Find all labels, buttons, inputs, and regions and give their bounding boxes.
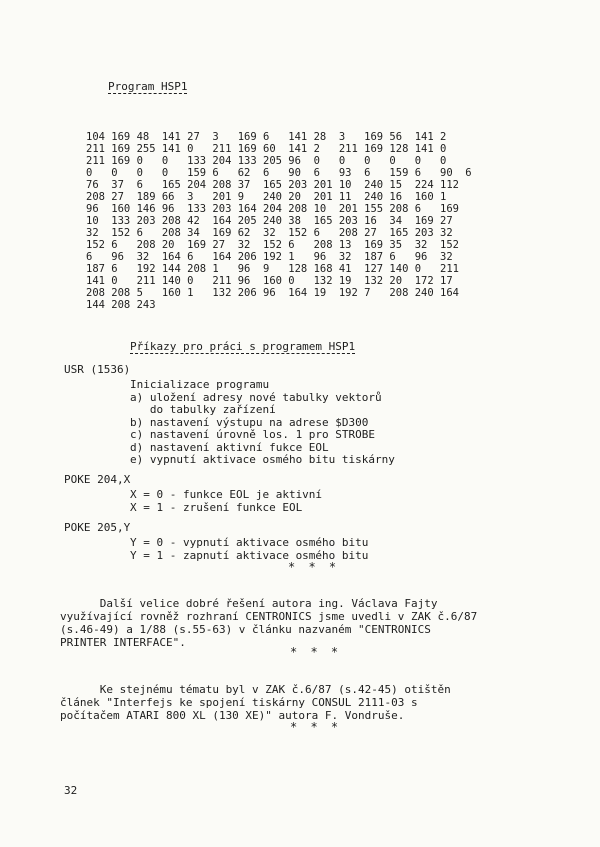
poke204-header: POKE 204,X (64, 473, 131, 486)
number-line: 152 6 208 20 169 27 32 152 6 208 13 169 35 32 152 (86, 239, 459, 251)
number-line: 187 6 192 144 208 1 96 9 128 168 41 127 140 0 211 (86, 263, 459, 275)
poke205-line: Y = 0 - vypnutí aktivace osmého bitu (130, 536, 369, 549)
usr-intro: Inicializace programu (130, 378, 270, 391)
usr-item: b) nastavení výstupu na adrese $D300 (130, 416, 369, 429)
number-line: 208 208 5 160 1 132 206 96 164 19 192 7 208 240 164 (86, 287, 459, 299)
paragraph-line: počítačem ATARI 800 XL (130 XE)" autora F. Vondruše. (60, 709, 405, 722)
poke204-line: X = 0 - funkce EOL je aktivní (130, 488, 323, 501)
paragraph-line: využívající rovněž rozhraní CENTRONICS jsme uvedli v ZAK č.6/87 (60, 610, 478, 623)
paragraph-line: Další velice dobré řešení autora ing. Václava Fajty (60, 597, 438, 610)
number-line: 141 0 211 140 0 211 96 160 0 132 19 132 20 172 17 (86, 275, 453, 287)
usr-item: a) uložení adresy nové tabulky vektorů (130, 391, 382, 404)
number-line: 208 27 189 66 3 201 9 240 20 201 11 240 16 160 1 (86, 191, 447, 203)
number-line: 76 37 6 165 204 208 37 165 203 201 10 240 15 224 112 (86, 179, 459, 191)
number-line: 211 169 255 141 0 211 169 60 141 2 211 169 128 141 0 (86, 143, 447, 155)
page-number: 32 (64, 784, 78, 797)
poke205-line: Y = 1 - zapnutí aktivace osmého bitu (130, 549, 369, 562)
number-line: 211 169 0 0 133 204 133 205 96 0 0 0 0 0 0 (86, 155, 447, 167)
commands-title: Příkazy pro práci s programem HSP1 (130, 340, 356, 353)
separator: * * * (290, 720, 342, 734)
number-line: 144 208 243 (86, 299, 156, 311)
poke204-line: X = 1 - zrušení funkce EOL (130, 501, 303, 514)
separator: * * * (288, 560, 340, 574)
paragraph-line: PRINTER INTERFACE". (60, 636, 186, 649)
number-line: 0 0 0 0 159 6 62 6 90 6 93 6 159 6 90 6 (86, 167, 472, 179)
paragraph-line: článek "Interfejs ke spojení tiskárny CONSUL 2111-03 s (60, 696, 418, 709)
usr-item: do tabulky zařízení (130, 403, 276, 416)
number-line: 32 152 6 208 34 169 62 32 152 6 208 27 165 203 32 (86, 227, 453, 239)
usr-item: d) nastavení aktivní fukce EOL (130, 441, 329, 454)
number-line: 6 96 32 164 6 164 206 192 1 96 32 187 6 96 32 (86, 251, 453, 263)
paragraph-line: Ke stejnému tématu byl v ZAK č.6/87 (s.42-45) otištěn (60, 683, 451, 696)
separator: * * * (290, 645, 342, 659)
usr-item: c) nastavení úrovně los. 1 pro STROBE (130, 428, 376, 441)
number-line: 104 169 48 141 27 3 169 6 141 28 3 169 56 141 2 (86, 131, 447, 143)
poke205-header: POKE 205,Y (64, 521, 131, 534)
usr-header: USR (1536) (64, 363, 131, 376)
paragraph-line: (s.46-49) a 1/88 (s.55-63) v článku nazvaném "CENTRONICS (60, 623, 431, 636)
number-line: 10 133 203 208 42 164 205 240 38 165 203 16 34 169 27 (86, 215, 453, 227)
number-line: 96 160 146 96 133 203 164 204 208 10 201 155 208 6 169 (86, 203, 459, 215)
program-title: Program HSP1 (108, 80, 188, 93)
usr-item: e) vypnutí aktivace osmého bitu tiskárny (130, 453, 395, 466)
